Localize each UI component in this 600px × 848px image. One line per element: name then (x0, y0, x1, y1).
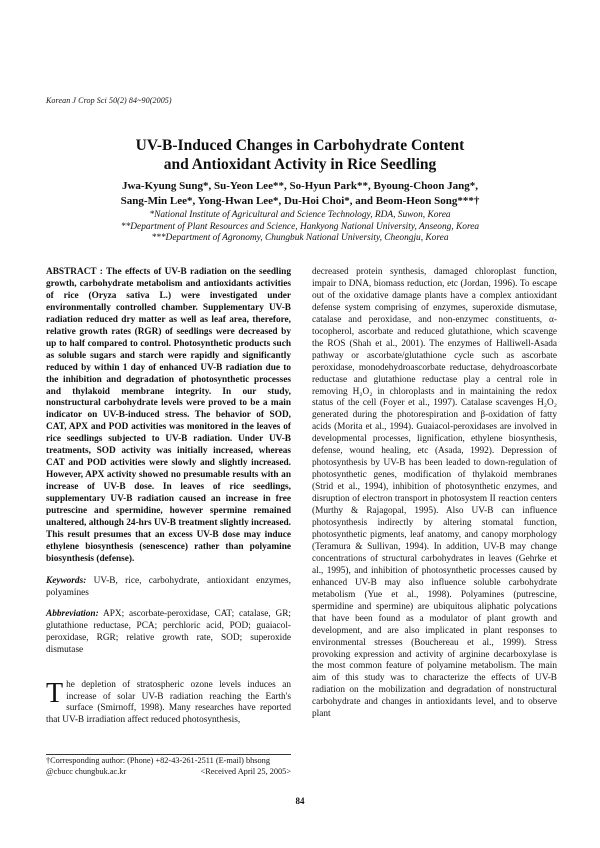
affiliation-2: **Department of Plant Resources and Science, Hankyong National University, Anseong, Korea (120, 221, 480, 232)
footnote-divider (46, 754, 291, 755)
abstract-text: The effects of UV-B radiation on the seedling growth, carbohydrate metabolism and antioxidants activities of rice (Oryza sativa L.) were investigated under environmentally controlled chamber. Supplementary UV-B radiation reduced dry matter as well as leaf area, therefore, relative growth rates (RGR) of seedlings were decreased by up to half compared to control. Photosynthetic products such as soluble sugars and starch were rapidly and significantly reduced by within 1 day of enhanced UV-B radiation due to the inhibition and degradation of photosynthetic processes and thylakoid membrane integrity. In our study, nonstructural carbohydrate levels were proved to be a main indicator on UV-B-induced stress. The behavior of SOD, CAT, APX and POD activities was monitored in the leaves of rice seedlings subjected to UV-B radiation. Under UV-B treatments, SOD activity was initially increased, whereas CAT and POD activities were slowly and slightly increased. However, APX activity showed no presumable results with an increase of UV-B dose. In leaves of rice seedlings, supplementary UV-B radiation caused an increase in free putrescine and spermidine, however spermine remained unaltered, although 24-hrs UV-B treatment slightly increased. This result presumes that an excess UV-B dose may induce ethylene biosynthesis (senescence) rather than polyamine biosynthesis (defense). (46, 267, 291, 564)
drop-cap: T (46, 677, 64, 709)
keywords (46, 576, 291, 600)
author-list (0, 179, 600, 208)
affiliation-3: ***Department of Agronomy, Chungbuk National University, Cheongju, Korea (151, 233, 449, 243)
journal-citation: Korean J Crop Sci 50(2) 84~90(2005) (46, 96, 172, 105)
right-column-text: decreased protein synthesis, damaged chloroplast function, impair to DNA, biomass reduction, etc (Jordan, 1996). To escape out of the oxidative damage plants have a complex antioxidant defense system comprising of enzymes, superoxide dismutase, catalase and peroxidase, and non-enzymec constituents, α-tocopherol, ascorbate and reduced glutathione, which scavenge the ROS (Shah et al., 2001). The enzymes of Halliwell-Asada pathway or ascorbate/glutathione cycle such as ascorbate peroxidase, monodehydroascorbate reductase, dehydroascorbate reductase and glutathione reductase play a central role in removing H₂O₂ in chloroplasts and in maintaining the redox status of the cell (Foyer et al., 1997). Catalase scavenges H₂O₂ generated during the photorespiration and β-oxidation of fatty acids (Morita et al., 1994). Guaiacol-peroxidases are involved in developmental processes, lignification, ethylene biosynthesis, defense, wound healing, etc (Asada, 1992). Depression of photosynthesis by UV-B has been leaded to down-regulation of photosynthetic genes, modification of thylakoid membranes (Strid et al., 1994), inhibition of photosynthetic enzymes, and disruption of electron transport in photosystem II reaction centers (Murthy & Rajagopal, 1995). Also UV-B can influence photosynthesis indirectly by altering stomatal function, photosynthetic pigments, leaf anatomy, and canopy morphology (Teramura & Sullivan, 1994). In addition, UV-B may change concentrations of structural carbohydrates in leaves (Gehrke et al., 1995), and inhibition of photosynthetic processes caused by enhanced UV-B may also influence soluble carbohydrate metabolism (Yue et al., 1998). Polyamines (putrescine, spermidine and spermine) are ubiquitous aliphatic polycations that have been found as a modulator of plant growth and development, and are also implicated in plant responses to environmental stresses (Bouchereau et al., 1999). Stress provoking expression and activity of arginine decarboxylase is the most common feature of polyamine metabolism. The main aim of this study was to characterize the effects of UV-B radiation on the mobilization and degradation of nonstructural carbohydrate and changes in antioxidants level, and to observe plant (312, 267, 557, 720)
abbreviation-text: APX; ascorbate-peroxidase, CAT; catalase, GR; glutathione reductase, PCA; perchloric acid, POD; guaiacol-peroxidase, RGR; relative growth rate, SOD; superoxide dismutase (46, 608, 292, 655)
introduction-text: he depletion of stratospheric ozone levels induces an increase of solar UV-B radiation reaching the Earth's surface (Smirnoff, 1998). Many researches have reported that UV-B irradiation affect reduced photosynthesis, (46, 679, 291, 726)
authors-line-1: Jwa-Kyung Sung*, Su-Yeon Lee**, So-Hyun Park**, Byoung-Choon Jang*, (121, 180, 479, 192)
introduction-paragraph (46, 677, 291, 728)
abstract-label: ABSTRACT : (46, 267, 103, 277)
paper-title (0, 136, 600, 174)
right-column (312, 267, 557, 721)
authors-line-2: Sang-Min Lee*, Yong-Hwan Lee*, Du-Hoi Choi*, and Beom-Heon Song***† (120, 194, 480, 207)
page-number: 84 (295, 796, 305, 806)
title-line-2: and Antioxidant Activity in Rice Seedling (163, 156, 437, 173)
abbreviation-label: Abbreviation: (46, 608, 99, 619)
affiliation-1: *National Institute of Agricultural and Science Technology, RDA, Suwon, Korea (149, 210, 451, 220)
abstract (46, 267, 291, 566)
corresponding-author-footnote (46, 756, 291, 777)
footnote-line-2 (46, 767, 291, 778)
received-date: <Received April 25, 2005> (200, 766, 291, 776)
footnote-line-1: †Corresponding author: (Phone) +82-43-261-2511 (E-mail) bhsong (46, 756, 270, 765)
affiliations (0, 210, 600, 245)
keywords-label: Keywords: (46, 575, 87, 586)
footnote-email-tail: @cbucc chungbuk.ac.kr (46, 766, 127, 776)
title-line-1: UV-B-Induced Changes in Carbohydrate Content (135, 137, 465, 154)
left-column (46, 267, 291, 727)
keywords-text: UV-B, rice, carbohydrate, antioxidant enzymes, polyamines (46, 575, 291, 598)
abbreviations (46, 609, 291, 657)
